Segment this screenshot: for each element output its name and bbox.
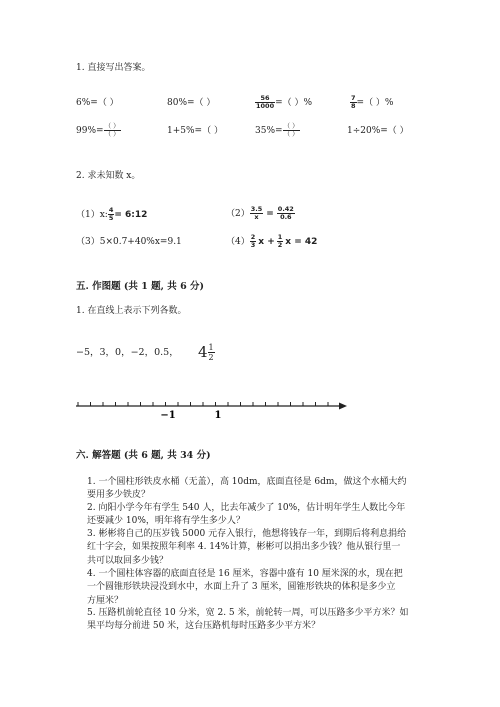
equation-1-label: （1） [76, 210, 100, 220]
equation-4-end: x = 42 [285, 237, 318, 247]
number-line-pos-label: 1 [214, 410, 222, 421]
problem-4-line: 一个圆锥形铁块浸没到水中，水面上升了 3 厘米，圆锥形铁块的体积是多少立 [87, 582, 396, 593]
section5-title: 五. 作图题 (共 1 题, 共 6 分) [76, 281, 204, 292]
equation-4-d2: 2 [277, 241, 283, 249]
equation-1-pre: x: [99, 210, 108, 220]
equation-4-d1: 3 [250, 241, 256, 249]
mixed-number-den: 2 [208, 352, 214, 362]
equation-3: （3）5×0.7+40%x=9.1 [76, 237, 182, 247]
calc-q3-right: =（ ）% [275, 98, 313, 108]
calc-q4-num: 7 [351, 94, 356, 102]
equation-4-mid: x + [258, 237, 275, 247]
mixed-number-num: 1 [208, 342, 214, 352]
problem-3-line: 共可以取回多少钱？ [87, 555, 169, 566]
number-line-arrow [339, 403, 347, 410]
problem-1 [87, 476, 417, 503]
part2-heading: 2. 求未知数 x。 [76, 171, 141, 181]
calc-q3-num: 56 [255, 95, 275, 103]
calc-q4-den: 8 [351, 102, 356, 110]
equation-2-d2: 0.6 [280, 213, 292, 221]
calc-q5-num: （ ） [104, 122, 120, 130]
problem-2-line: 还要减少 10%，明年将有学生多少人？ [87, 516, 245, 527]
calc-q2-right: =（ ） [187, 98, 216, 108]
part1-heading: 1. 直接写出答案。 [76, 63, 151, 73]
mixed-number-whole: 4 [198, 343, 208, 361]
equation-2-equals: = [266, 209, 274, 219]
calc-q1-right: =（ ） [90, 98, 119, 108]
equation-4-n1: 2 [250, 233, 256, 241]
equation-1-num: 4 [108, 206, 114, 214]
problem-3 [87, 528, 417, 568]
calc-q7-eq: = [275, 126, 283, 136]
problem-5-line: 果平均每分前进 50 米，这台压路机每时压路多少平方米？ [87, 621, 321, 632]
calc-q8: 1÷20%=（ ） [347, 126, 409, 136]
equation-4-n2: 1 [277, 233, 283, 241]
calc-q2-left: 80% [167, 98, 188, 108]
section5-numbers: −5，3，0，−2，0.5， [76, 347, 179, 358]
problem-1-line: 要用多少铁皮？ [87, 490, 151, 501]
problem-1-line: 1. 一个圆柱形铁皮水桶（无盖），高 10dm，底面直径是 6dm，做这个水桶大约 [87, 477, 407, 487]
equation-1-post: = 6:12 [114, 210, 148, 220]
section6-title: 六. 解答题 (共 6 题, 共 34 分) [76, 450, 211, 461]
calc-q7-den: （ ） [283, 130, 299, 138]
equation-2-n2: 0.42 [277, 205, 294, 213]
problem-4-line: 方厘米？ [87, 595, 124, 606]
calc-q5-den: （ ） [104, 130, 120, 138]
problem-5-line: 5. 压路机前轮直径 10 分米，宽 2. 5 米，前轮转一周，可以压路多少平方米？如 [87, 608, 409, 618]
calc-q5-left: 99% [76, 126, 97, 136]
problem-5 [87, 607, 417, 634]
calc-q1-left: 6% [76, 98, 91, 108]
problem-3-line: 3. 彬彬将自己的压岁钱 5000 元存入银行，他想将钱存一年，到期后将利息捐给 [87, 529, 407, 539]
calc-q5-eq: = [96, 126, 104, 136]
equation-4-label: （4） [226, 237, 250, 247]
calc-q6: 1+5%=（ ） [167, 126, 223, 136]
problem-2-line: 2. 向阳小学今年有学生 540 人，比去年减少了 10%，估计明年学生人数比今年 [87, 503, 406, 513]
calc-q7-left: 35% [255, 126, 276, 136]
section5-question: 1. 在直线上表示下列各数。 [76, 306, 187, 316]
equation-1-den: 5 [108, 214, 114, 222]
calc-q3-den: 1000 [256, 102, 275, 110]
number-line-ticks [78, 402, 328, 406]
equation-2-d1: x [254, 213, 259, 221]
problem-3-line: 红十字会，如果按照年利率 4. 14%计算，彬彬可以捐出多少钱？他从银行里一 [87, 542, 401, 553]
equation-2-label: （2） [226, 209, 250, 219]
calc-q7-num: （ ） [283, 122, 299, 130]
calc-q4-right: =（ ）% [356, 98, 394, 108]
problem-2 [87, 502, 417, 529]
number-line-neg-label: −1 [160, 410, 176, 421]
equation-2-n1: 3.5 [250, 205, 263, 213]
problem-4-line: 4. 一个圆柱体容器的底面直径是 16 厘米，容器中盛有 10 厘米深的水，现在把 [87, 569, 403, 579]
problem-4 [87, 568, 417, 608]
